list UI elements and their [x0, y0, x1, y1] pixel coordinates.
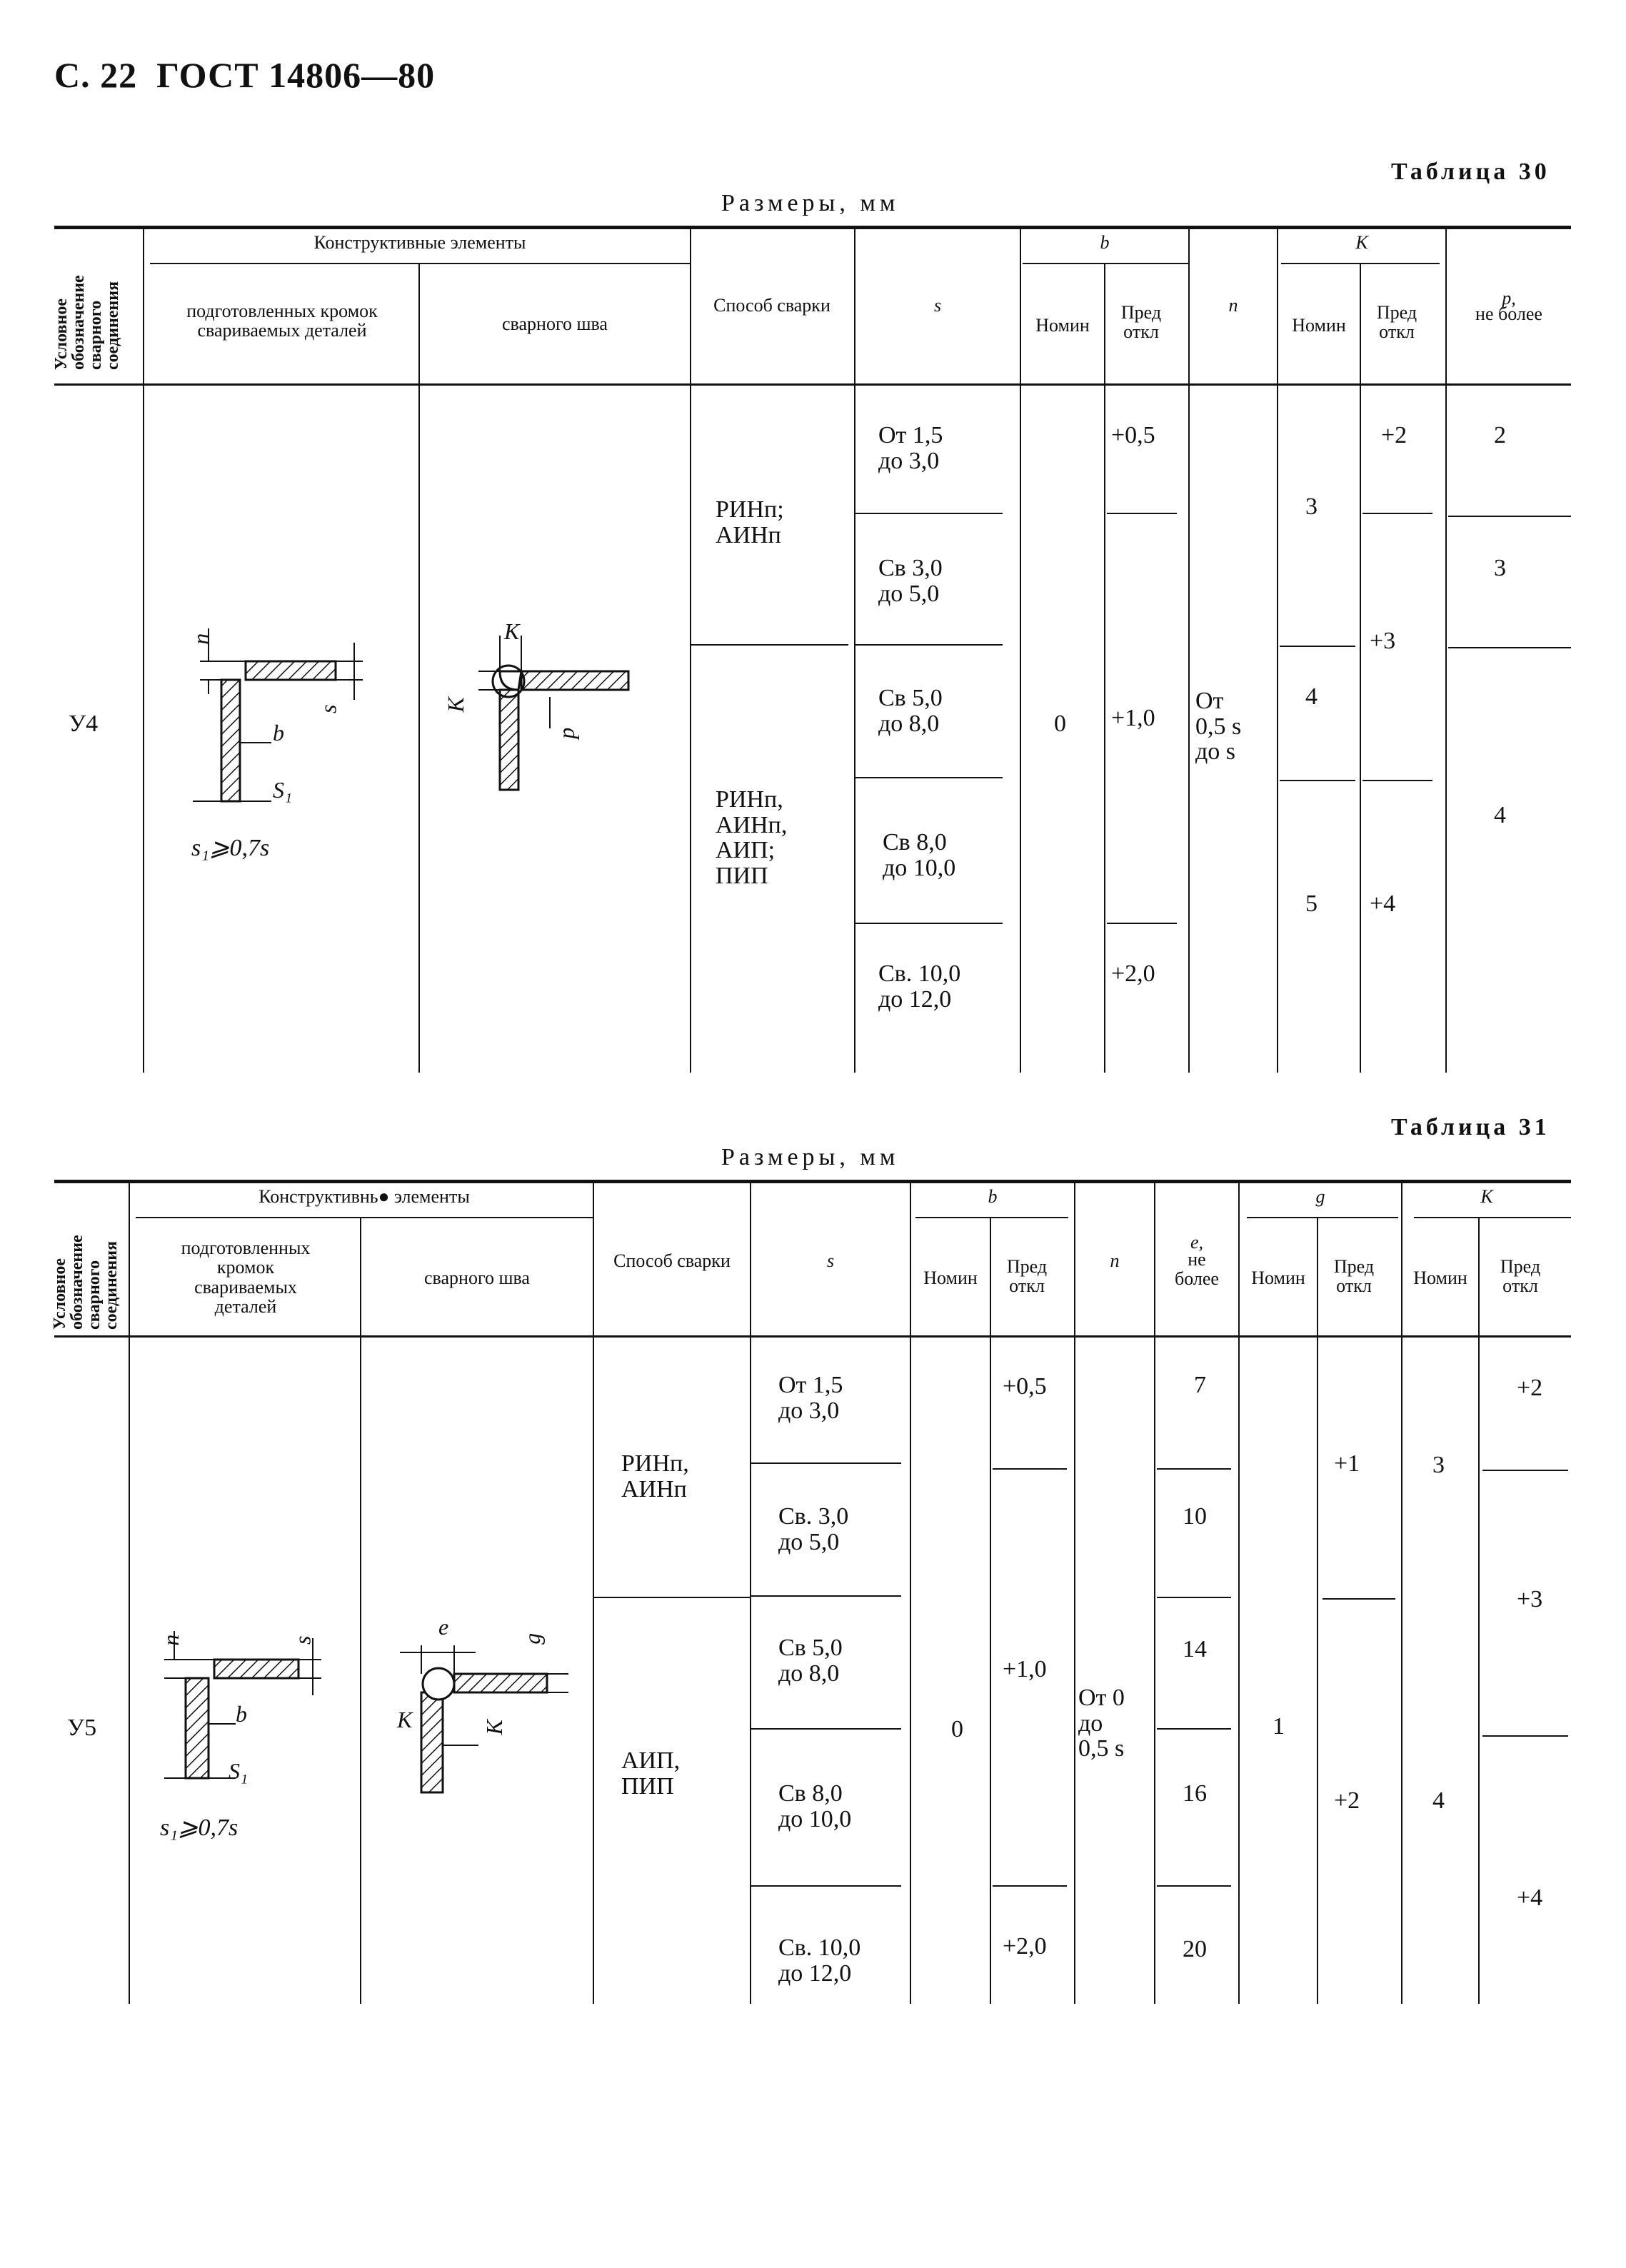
n-value: [1078, 1685, 1125, 1762]
header-line: сварного: [85, 1260, 104, 1330]
s-range-4: [883, 830, 955, 880]
s-range-2: [778, 1504, 848, 1555]
column-rule: [1478, 1218, 1480, 2004]
prepared-edges-header: подготовленных кромок свариваемых деталей: [186, 301, 378, 341]
n-line: От: [1195, 688, 1224, 714]
b-dev-3: +2,0: [1003, 1933, 1047, 1960]
k-dev-3: +4: [1370, 890, 1396, 917]
s-from: Св 5,0: [778, 1635, 843, 1661]
header-line: обозначение: [68, 1235, 86, 1330]
header-subrule: [1247, 1217, 1398, 1218]
header-subrule: [915, 1217, 1068, 1218]
standard-number: ГОСТ 14806—80: [156, 55, 436, 95]
n-line: 0,5 s: [1078, 1735, 1125, 1762]
k-dev-header: Пред откл: [1500, 1256, 1541, 1297]
method-1: РИНп; АИНп: [716, 496, 784, 548]
s-to: до 5,0: [778, 1528, 840, 1555]
s-to: до 8,0: [878, 710, 940, 737]
header-line: свариваемых: [194, 1276, 297, 1298]
sketch-formula: s₁⩾0,7s: [160, 1815, 239, 1841]
s-from: Св 3,0: [878, 555, 943, 581]
k-nom-1: 3: [1305, 493, 1318, 520]
p-value-1: 2: [1494, 422, 1506, 448]
row-rule: [751, 1885, 901, 1887]
weld-label-k-top: K: [504, 618, 520, 644]
e-value-1: 7: [1194, 1372, 1206, 1398]
k-dev-2: +3: [1370, 628, 1396, 654]
designation-header: [51, 1235, 120, 1330]
e-header: e,: [1190, 1232, 1204, 1253]
b-nominal: 0: [951, 1716, 963, 1742]
weld-label-k-side: K: [397, 1707, 413, 1732]
column-rule: [1277, 227, 1278, 1073]
row-rule: [594, 1597, 750, 1598]
g-dev-2: +2: [1334, 1787, 1360, 1814]
s-from: Св. 3,0: [778, 1503, 849, 1530]
joint-designation: У4: [69, 711, 99, 737]
s-range-4: [778, 1781, 851, 1832]
row-rule: [1280, 646, 1355, 647]
column-rule: [1445, 227, 1447, 1073]
column-rule: [1020, 227, 1021, 1073]
row-rule: [1362, 780, 1432, 781]
k-nom-header: Номин: [1413, 1268, 1467, 1288]
column-rule: [418, 264, 420, 1073]
row-rule: [1362, 513, 1432, 514]
row-rule: [1482, 1470, 1568, 1471]
weld-header: сварного шва: [502, 313, 608, 334]
header-line: кромок: [216, 1257, 275, 1278]
row-rule: [751, 1595, 901, 1597]
column-rule: [1074, 1181, 1075, 2004]
header-subrule: [1023, 263, 1188, 264]
s-range-3: [778, 1635, 843, 1686]
s-to: до 8,0: [778, 1660, 840, 1687]
column-rule: [1401, 1181, 1402, 2004]
s-to: до 12,0: [778, 1960, 852, 1987]
column-rule: [690, 227, 691, 1073]
weld-label-e: e: [438, 1614, 449, 1640]
sketch-formula: s₁⩾0,7s: [191, 835, 270, 861]
table-top-rule: [54, 1180, 1571, 1183]
s-range-1: [878, 423, 943, 473]
row-rule: [993, 1468, 1067, 1470]
n-header: n: [1228, 295, 1238, 316]
g-nom-header: Номин: [1251, 1268, 1305, 1288]
s-range-3: [878, 686, 943, 736]
sketch-label-b: b: [236, 1701, 247, 1727]
n-line: до s: [1195, 738, 1236, 766]
n-line: От 0: [1078, 1685, 1125, 1711]
n-header: n: [1110, 1250, 1120, 1271]
s-from: Св 8,0: [883, 829, 947, 855]
page-header: [54, 54, 435, 96]
row-rule: [1157, 1597, 1231, 1598]
row-rule: [691, 644, 848, 646]
table-30-label: Таблица 30: [1391, 159, 1550, 185]
row-rule: [751, 1462, 901, 1464]
e-value-4: 16: [1183, 1780, 1207, 1807]
header-line: Условное: [51, 1258, 69, 1330]
column-rule: [854, 227, 855, 1073]
header-line: подготовленных: [181, 1238, 311, 1258]
method-2: АИП, ПИП: [621, 1747, 681, 1800]
s-to: до 3,0: [778, 1397, 840, 1424]
s-to: до 5,0: [878, 580, 940, 607]
column-rule: [750, 1181, 751, 2004]
table-31-dimensions: Размеры, мм: [721, 1144, 900, 1170]
header-bottom-rule: [54, 1335, 1571, 1338]
b-dev-3: +2,0: [1111, 960, 1155, 987]
b-nominal: 0: [1054, 711, 1066, 737]
table-31-label: Таблица 31: [1391, 1114, 1550, 1140]
s-from: От 1,5: [878, 422, 943, 448]
joint-designation: У5: [67, 1715, 97, 1741]
b-dev-header: Пред откл: [1006, 1256, 1048, 1297]
p-max-header: не более: [1475, 303, 1542, 324]
header-line: соединения: [104, 281, 122, 370]
row-rule: [1157, 1728, 1231, 1730]
column-rule: [1104, 264, 1105, 1073]
g-dev-header: Пред откл: [1333, 1256, 1375, 1297]
k-header: K: [1480, 1186, 1493, 1207]
row-rule: [855, 923, 1003, 924]
k-dev-3: +4: [1517, 1885, 1543, 1911]
n-line: 0,5 s: [1195, 713, 1242, 740]
table-30-dimensions: Размеры, мм: [721, 190, 900, 216]
row-rule: [855, 513, 1003, 514]
row-rule: [1157, 1885, 1231, 1887]
s-from: От 1,5: [778, 1372, 843, 1398]
page-number: С. 22: [54, 55, 138, 95]
column-rule: [1238, 1181, 1240, 2004]
sketch-label-n: n: [188, 633, 214, 645]
header-line: более: [1175, 1268, 1219, 1290]
sketch-label-s: s: [315, 704, 341, 714]
row-rule: [855, 644, 1003, 646]
g-nominal: 1: [1273, 1713, 1285, 1740]
weld-sketch: [386, 1614, 578, 1802]
row-rule: [1280, 780, 1355, 781]
column-rule: [593, 1181, 594, 2004]
header-line: Условное: [52, 298, 71, 370]
weld-header: сварного шва: [424, 1268, 530, 1288]
header-line: обозначение: [69, 275, 88, 370]
s-from: Св 8,0: [778, 1780, 843, 1807]
weld-label-g: g: [519, 1632, 546, 1645]
g-header: g: [1315, 1186, 1325, 1207]
row-rule: [1323, 1598, 1395, 1600]
p-header: p,: [1502, 288, 1516, 308]
e-value-3: 14: [1183, 1636, 1207, 1662]
k-nom-3: 5: [1305, 890, 1318, 917]
row-rule: [1448, 516, 1571, 517]
row-rule: [993, 1885, 1067, 1887]
p-value-3: 4: [1494, 802, 1506, 828]
header-bottom-rule: [54, 383, 1571, 386]
prepared-edges-header: [131, 1238, 360, 1316]
b-header: b: [988, 1186, 998, 1207]
weld-label-p: p: [553, 727, 580, 739]
header-subrule: [150, 263, 690, 264]
b-dev-header: Пред откл: [1120, 302, 1162, 343]
sketch-label-n: n: [158, 1634, 184, 1646]
header-line: сварного: [86, 300, 105, 370]
b-header: b: [1100, 232, 1110, 253]
column-rule: [129, 1181, 130, 2004]
k-nom-2: 4: [1432, 1787, 1445, 1814]
sketch-label-b: b: [273, 720, 284, 746]
s-header: s: [826, 1250, 835, 1271]
s-to: до 10,0: [778, 1805, 852, 1832]
n-value: [1195, 688, 1241, 765]
column-rule: [1154, 1181, 1155, 2004]
weld-sketch: [457, 618, 671, 793]
header-subrule: [1414, 1217, 1571, 1218]
row-rule: [1448, 647, 1571, 648]
k-dev-1: +2: [1517, 1375, 1543, 1401]
sketch-label-s1: S₁: [229, 1758, 249, 1784]
header-line: соединения: [102, 1240, 121, 1330]
designation-header: [53, 275, 121, 370]
sketch-label-s: s: [289, 1635, 316, 1645]
k-dev-2: +3: [1517, 1586, 1543, 1612]
header-line: не: [1188, 1249, 1206, 1270]
column-rule: [1317, 1218, 1318, 2004]
column-rule: [1188, 227, 1190, 1073]
g-dev-1: +1: [1334, 1450, 1360, 1477]
k-header: K: [1355, 232, 1368, 253]
row-rule: [1107, 513, 1177, 514]
column-rule: [360, 1218, 361, 2004]
sketch-label-s1: S₁: [273, 777, 293, 803]
column-rule: [143, 227, 144, 1073]
b-nom-header: Номин: [923, 1268, 978, 1288]
column-rule: [990, 1218, 991, 2004]
weld-label-k-bottom: K: [481, 1720, 507, 1735]
constructive-elements-header: Конструктивные элементы: [313, 232, 526, 253]
k-dev-1: +2: [1381, 422, 1407, 448]
b-dev-1: +0,5: [1111, 422, 1155, 448]
e-value-2: 10: [1183, 1503, 1207, 1530]
method-header: Способ сварки: [613, 1250, 731, 1271]
n-line: до: [1078, 1710, 1103, 1737]
k-nom-header: Номин: [1292, 315, 1346, 336]
e-value-5: 20: [1183, 1936, 1207, 1962]
column-rule: [910, 1181, 911, 2004]
method-2: РИНп, АИНп, АИП; ПИП: [716, 786, 788, 890]
k-nom-1: 3: [1432, 1452, 1445, 1478]
s-to: до 12,0: [878, 985, 952, 1013]
row-rule: [751, 1728, 901, 1730]
s-to: до 10,0: [883, 854, 956, 881]
method-1: РИНп, АИНп: [621, 1450, 689, 1502]
b-dev-1: +0,5: [1003, 1373, 1047, 1400]
s-from: Св. 10,0: [878, 960, 961, 987]
s-range-1: [778, 1373, 843, 1423]
row-rule: [1482, 1735, 1568, 1737]
p-value-2: 3: [1494, 555, 1506, 581]
s-header: s: [933, 295, 942, 316]
row-rule: [1157, 1468, 1231, 1470]
s-range-5: [878, 961, 960, 1012]
weld-label-k-side: K: [442, 697, 468, 713]
s-from: Св. 10,0: [778, 1935, 861, 1961]
s-range-5: [778, 1935, 860, 1986]
s-from: Св 5,0: [878, 685, 943, 711]
b-nom-header: Номин: [1035, 315, 1090, 336]
header-line: деталей: [214, 1295, 277, 1317]
constructive-elements-header: Конструктивнь● элементы: [259, 1186, 470, 1207]
header-subrule: [136, 1217, 593, 1218]
s-to: до 3,0: [878, 447, 940, 474]
column-rule: [1360, 264, 1361, 1073]
row-rule: [1107, 923, 1177, 924]
k-dev-header: Пред откл: [1376, 302, 1417, 343]
row-rule: [855, 777, 1003, 778]
table-top-rule: [54, 226, 1571, 229]
k-nom-2: 4: [1305, 683, 1318, 710]
e-max-header: [1155, 1250, 1238, 1289]
s-range-2: [878, 556, 943, 606]
b-dev-2: +1,0: [1111, 705, 1155, 731]
b-dev-2: +1,0: [1003, 1656, 1047, 1682]
method-header: Способ сварки: [713, 295, 830, 316]
